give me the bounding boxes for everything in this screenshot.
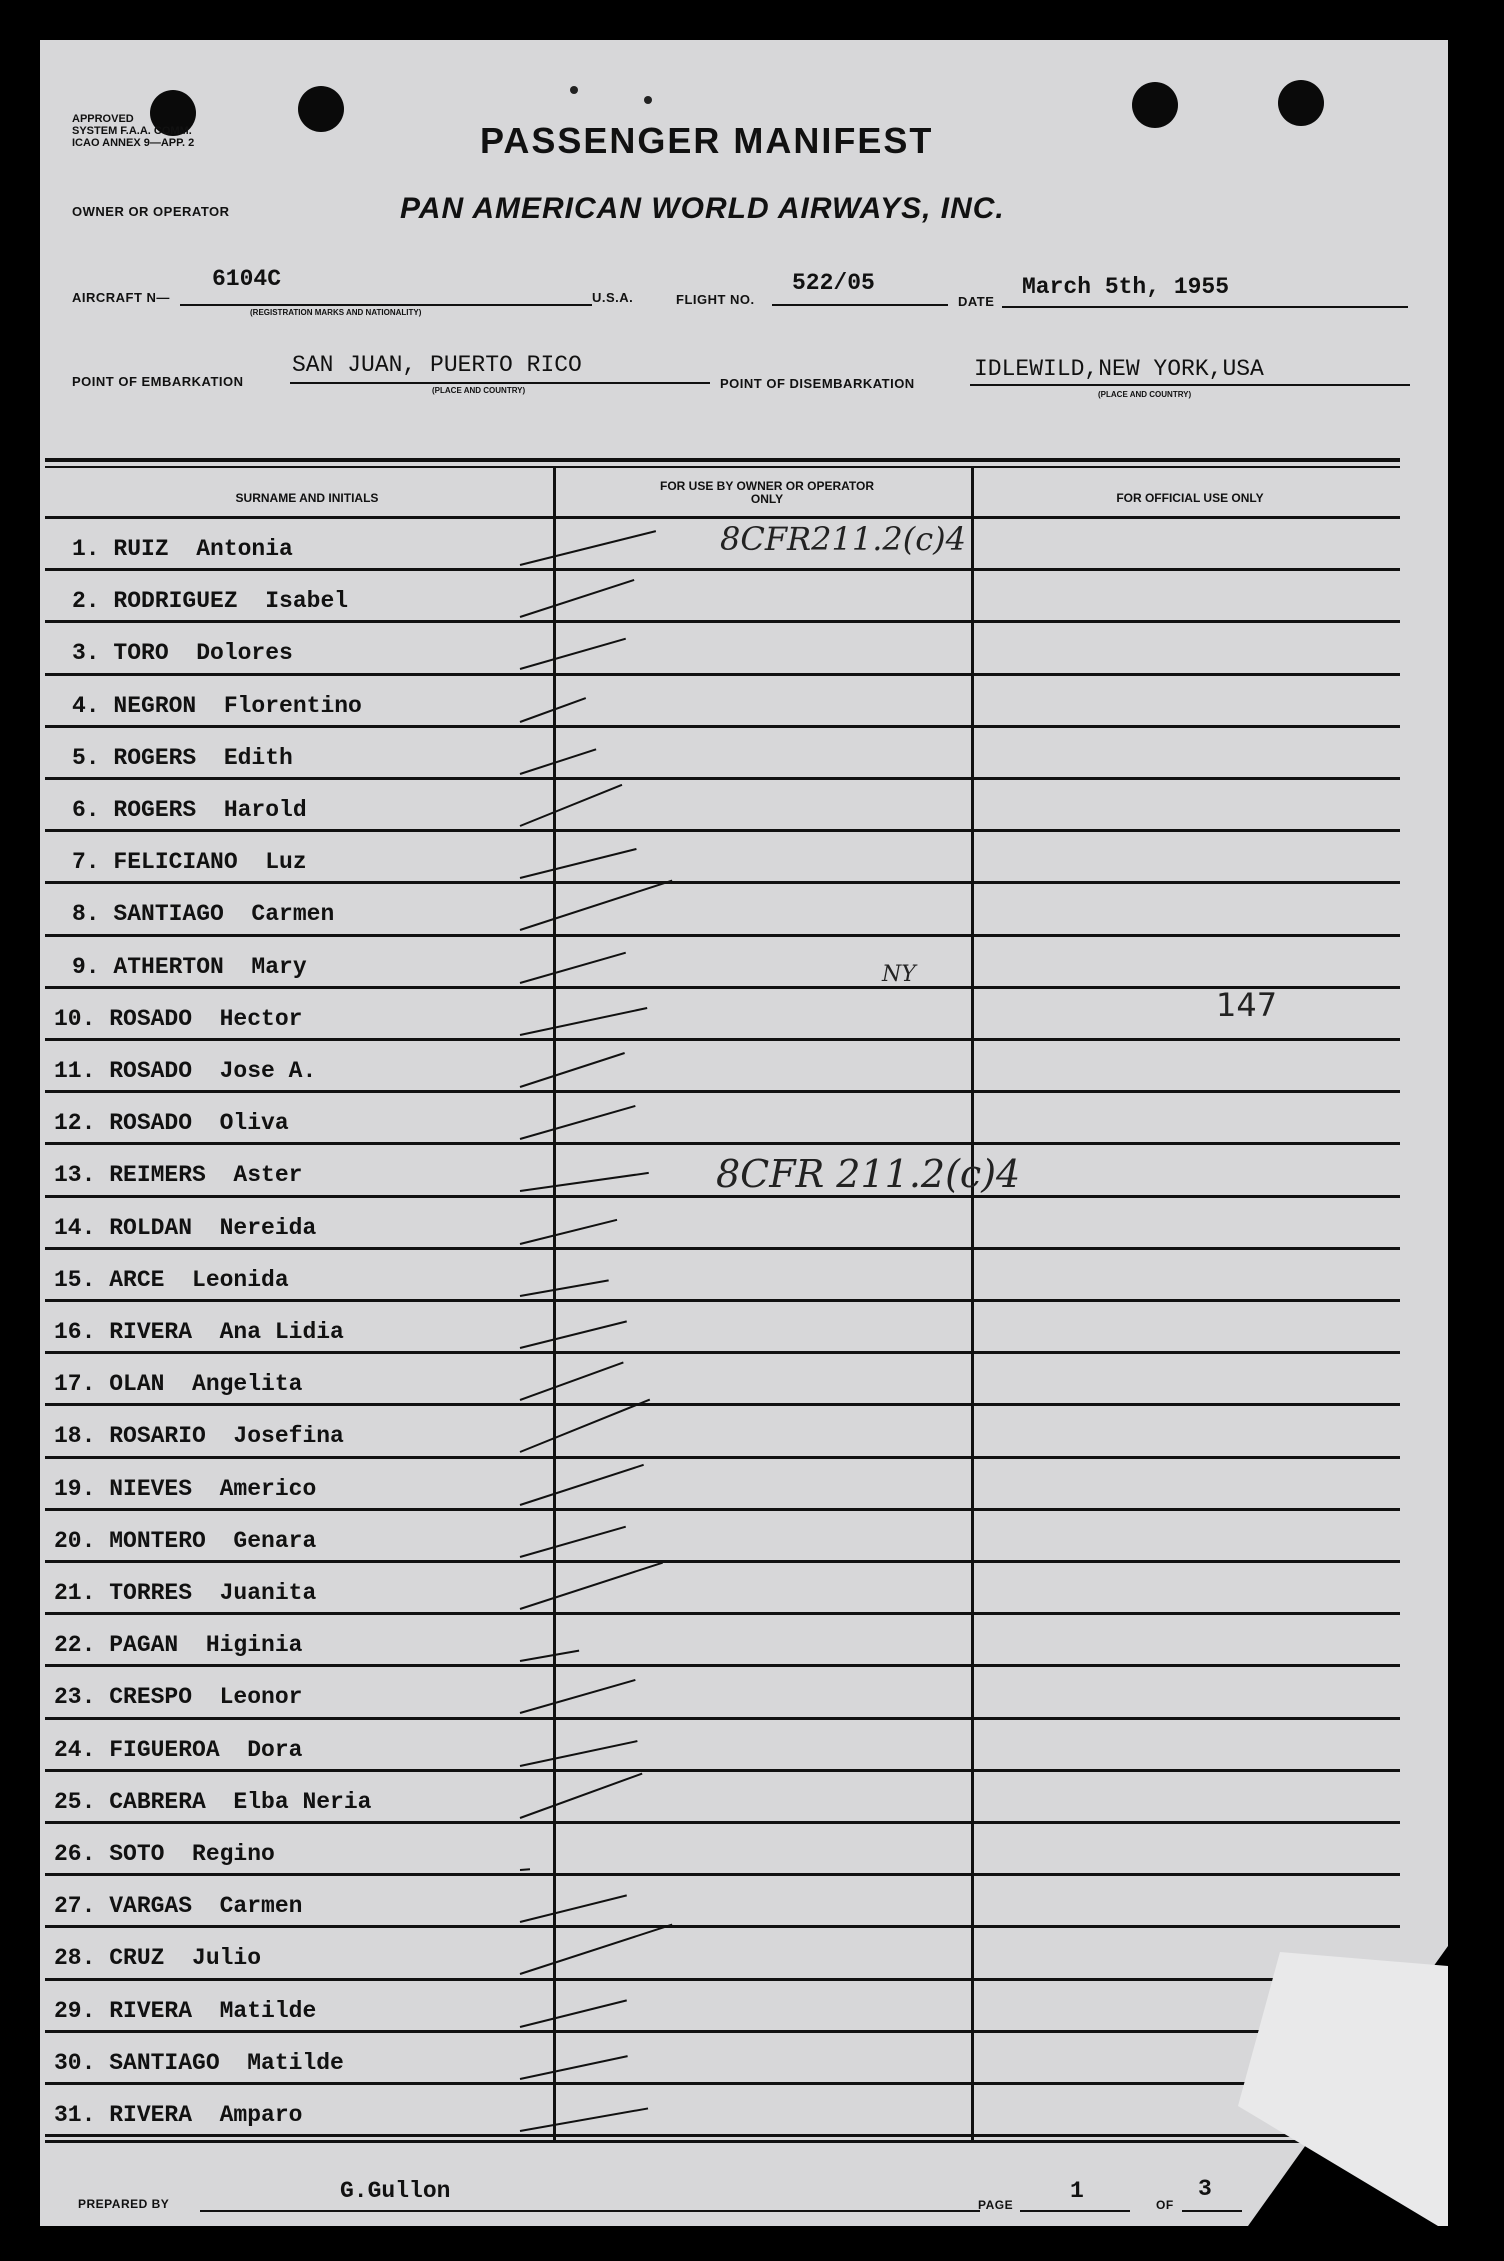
row-rule xyxy=(45,1299,1400,1302)
check-mark xyxy=(520,1007,648,1036)
passenger-row: 27. VARGAS Carmen xyxy=(54,1893,303,1920)
check-mark xyxy=(520,848,637,879)
row-rule xyxy=(45,1925,1400,1928)
of-label: OF xyxy=(1156,2198,1174,2212)
embark-sublabel: (PLACE AND COUNTRY) xyxy=(432,386,526,395)
pin-dot xyxy=(570,86,578,94)
check-mark xyxy=(520,1526,626,1558)
table-top-border xyxy=(45,458,1400,462)
page-number: 1 xyxy=(1070,2178,1084,2204)
manifest-page xyxy=(40,40,1448,2226)
row-rule xyxy=(45,1612,1400,1615)
row-rule xyxy=(45,881,1400,884)
passenger-row: 29. RIVERA Matilde xyxy=(54,1997,317,2024)
row-rule xyxy=(45,1456,1400,1459)
embark-value: SAN JUAN, PUERTO RICO xyxy=(292,352,582,378)
row-rule xyxy=(45,986,1400,989)
embark-label: POINT OF EMBARKATION xyxy=(72,374,244,389)
check-mark xyxy=(520,1650,579,1662)
punch-hole xyxy=(298,86,344,132)
check-mark xyxy=(520,2107,648,2132)
check-mark xyxy=(520,1399,651,1453)
check-mark xyxy=(520,784,623,827)
passenger-row: 19. NIEVES Americo xyxy=(54,1475,317,1502)
approval-line: APPROVED xyxy=(72,113,134,125)
row-rule xyxy=(45,1717,1400,1720)
flight-value: 522/05 xyxy=(792,270,875,296)
row-rule xyxy=(45,934,1400,937)
date-label: DATE xyxy=(958,294,995,309)
owner-label: OWNER OR OPERATOR xyxy=(72,204,230,219)
passenger-row: 30. SANTIAGO Matilde xyxy=(54,2049,344,2076)
passenger-row: 9. ATHERTON Mary xyxy=(72,953,307,980)
passenger-row: 20. MONTERO Genara xyxy=(54,1527,317,1554)
check-mark xyxy=(520,1362,624,1402)
date-value: March 5th, 1955 xyxy=(1022,274,1230,300)
check-mark xyxy=(520,1868,530,1871)
pin-dot xyxy=(644,96,652,104)
row-rule xyxy=(45,1142,1400,1145)
aircraft-value: 6104C xyxy=(212,266,282,292)
passenger-row: 21. TORRES Juanita xyxy=(54,1580,317,1606)
passenger-row: 1. RUIZ Antonia xyxy=(72,536,293,562)
disembark-label: POINT OF DISEMBARKATION xyxy=(720,376,915,391)
check-mark xyxy=(520,880,673,931)
handwritten-note: 8CFR211.2(c)4 xyxy=(720,520,966,558)
approval-note xyxy=(72,113,194,149)
passenger-row: 28. CRUZ Julio xyxy=(54,1945,262,1972)
passenger-row: 7. FELICIANO Luz xyxy=(72,849,307,876)
passenger-row: 4. NEGRON Florentino xyxy=(72,692,362,719)
check-mark xyxy=(520,638,626,670)
check-mark xyxy=(520,1999,627,2028)
row-rule xyxy=(45,829,1400,832)
column-header-operator: FOR USE BY OWNER OR OPERATOR ONLY xyxy=(659,479,875,506)
check-mark xyxy=(520,1279,609,1297)
row-rule xyxy=(45,1873,1400,1876)
punch-hole xyxy=(1132,82,1178,128)
usa-label: U.S.A. xyxy=(592,290,634,305)
row-rule xyxy=(45,673,1400,676)
row-rule xyxy=(45,1247,1400,1250)
check-mark xyxy=(520,1218,618,1244)
passenger-row: 15. ARCE Leonida xyxy=(54,1266,289,1293)
table-top-border xyxy=(45,466,1400,468)
check-mark xyxy=(520,1052,625,1088)
passenger-row: 16. RIVERA Ana Lidia xyxy=(54,1319,344,1345)
passenger-row: 25. CABRERA Elba Neria xyxy=(54,1788,372,1815)
row-rule xyxy=(45,1038,1400,1041)
row-rule xyxy=(45,1664,1400,1667)
table-bottom-border xyxy=(45,2140,1400,2143)
punch-hole xyxy=(1278,80,1324,126)
row-rule xyxy=(45,568,1400,571)
passenger-row: 17. OLAN Angelita xyxy=(54,1371,303,1398)
row-rule xyxy=(45,777,1400,780)
row-rule xyxy=(45,2082,1400,2085)
check-mark xyxy=(520,2055,628,2080)
passenger-row: 11. ROSADO Jose A. xyxy=(54,1058,317,1084)
handwritten-note: NY xyxy=(882,962,916,987)
check-mark xyxy=(520,1924,673,1975)
passenger-row: 31. RIVERA Amparo xyxy=(54,2102,303,2128)
row-rule xyxy=(45,1821,1400,1824)
passenger-row: 22. PAGAN Higinia xyxy=(54,1632,303,1659)
check-mark xyxy=(520,1679,636,1714)
check-mark xyxy=(520,1320,627,1349)
column-header-official: FOR OFFICIAL USE ONLY xyxy=(1116,491,1264,505)
passenger-row: 13. REIMERS Aster xyxy=(54,1162,303,1189)
flight-label: FLIGHT NO. xyxy=(676,292,755,307)
check-mark xyxy=(520,1740,638,1767)
row-rule xyxy=(45,725,1400,728)
passenger-row: 6. ROGERS Harold xyxy=(72,797,307,823)
passenger-row: 18. ROSARIO Josefina xyxy=(54,1423,344,1450)
check-mark xyxy=(520,1463,644,1505)
check-mark xyxy=(520,748,597,775)
passenger-row: 24. FIGUEROA Dora xyxy=(54,1736,303,1763)
approval-line: ICAO ANNEX 9—APP. 2 xyxy=(72,137,195,149)
check-mark xyxy=(520,1895,627,1924)
passenger-row: 8. SANTIAGO Carmen xyxy=(72,901,335,928)
passenger-row: 26. SOTO Regino xyxy=(54,1841,275,1867)
header-divider xyxy=(45,516,1400,519)
official-number: 147 xyxy=(1216,986,1278,1024)
check-mark xyxy=(520,579,635,618)
check-mark xyxy=(520,951,626,983)
page-title: PASSENGER MANIFEST xyxy=(480,120,934,161)
column-header-names: SURNAME AND INITIALS xyxy=(235,491,379,505)
row-rule xyxy=(45,1403,1400,1406)
row-rule xyxy=(45,2030,1400,2033)
prepared-by-label: PREPARED BY xyxy=(78,2197,170,2211)
page-label: PAGE xyxy=(978,2198,1014,2212)
row-rule xyxy=(45,2134,1400,2137)
row-rule xyxy=(45,1978,1400,1981)
check-mark xyxy=(520,1562,663,1610)
row-rule xyxy=(45,1769,1400,1772)
row-rule xyxy=(45,1090,1400,1093)
passenger-row: 2. RODRIGUEZ Isabel xyxy=(72,588,349,615)
disembark-sublabel: (PLACE AND COUNTRY) xyxy=(1098,390,1192,399)
check-mark xyxy=(520,1172,649,1192)
passenger-row: 14. ROLDAN Nereida xyxy=(54,1214,317,1241)
check-mark xyxy=(520,530,656,566)
column-divider xyxy=(971,468,974,2140)
check-mark xyxy=(520,1772,643,1818)
disembark-value: IDLEWILD,NEW YORK,USA xyxy=(974,356,1264,382)
column-divider xyxy=(553,468,556,2140)
company-name: PAN AMERICAN WORLD AIRWAYS, INC. xyxy=(400,192,1005,225)
check-mark xyxy=(520,1105,636,1140)
passenger-row: 23. CRESPO Leonor xyxy=(54,1684,303,1711)
aircraft-label: AIRCRAFT N— xyxy=(72,290,170,305)
approval-line: SYSTEM F.A.A. COMM. xyxy=(72,125,192,137)
row-rule xyxy=(45,1560,1400,1563)
passenger-row: 5. ROGERS Edith xyxy=(72,744,293,771)
aircraft-sublabel: (REGISTRATION MARKS AND NATIONALITY) xyxy=(250,308,422,317)
page-total: 3 xyxy=(1198,2176,1212,2202)
row-rule xyxy=(45,1508,1400,1511)
row-rule xyxy=(45,620,1400,623)
passenger-row: 12. ROSADO Oliva xyxy=(54,1110,289,1137)
prepared-by-value: G.Gullon xyxy=(340,2178,451,2204)
passenger-row: 10. ROSADO Hector xyxy=(54,1005,303,1032)
row-rule xyxy=(45,1351,1400,1354)
handwritten-note: 8CFR 211.2(c)4 xyxy=(716,1152,1021,1196)
passenger-row: 3. TORO Dolores xyxy=(72,640,293,667)
